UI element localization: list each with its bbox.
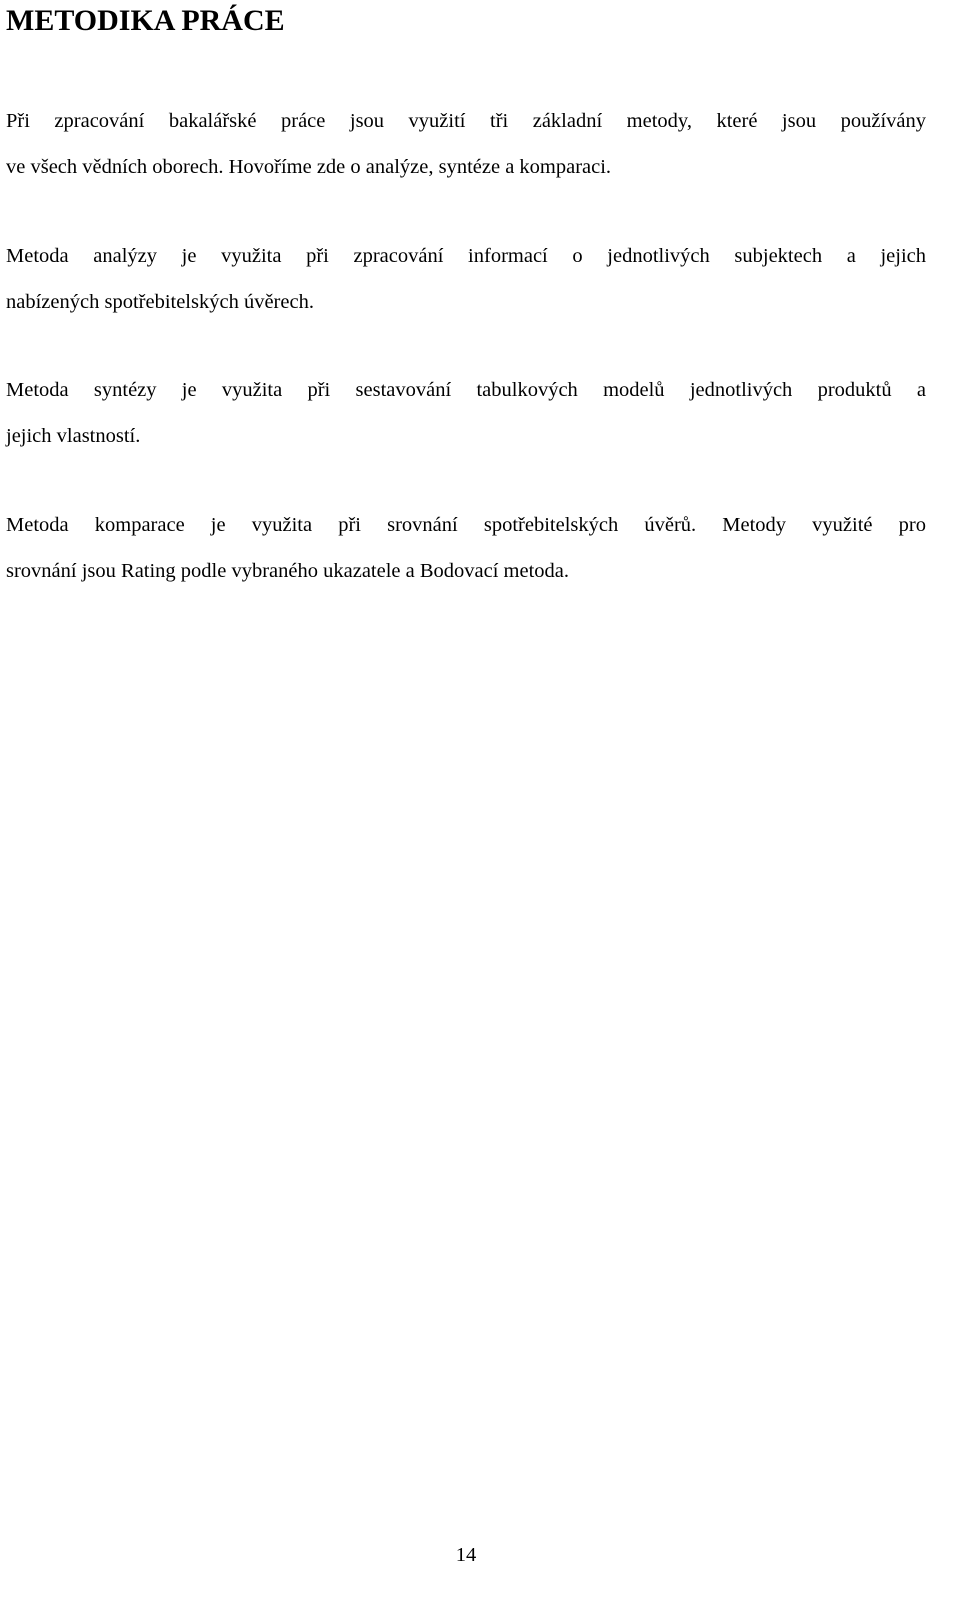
paragraph-analysis-method (6, 233, 926, 325)
paragraph-line: Metoda komparace je využita při srovnání spotřebitelských úvěrů. Metody využité pro (6, 514, 926, 536)
document-page (6, 0, 926, 1623)
paragraph-line: Metoda syntézy je využita při sestavování tabulkových modelů jednotlivých produktů a (6, 379, 926, 401)
paragraph-comparison-method (6, 502, 926, 594)
paragraph-line: Metoda analýzy je využita při zpracování informací o jednotlivých subjektech a jejich (6, 245, 926, 267)
paragraph-line: srovnání jsou Rating podle vybraného ukazatele a Bodovací metoda. (6, 560, 570, 582)
paragraph-line: jejich vlastností. (6, 425, 141, 447)
page-number: 14 (455, 1544, 477, 1566)
chapter-heading: METODIKA PRÁCE (6, 4, 285, 37)
paragraph-line: ve všech vědních oborech. Hovoříme zde o analýze, syntéze a komparaci. (6, 156, 612, 178)
paragraph-methods-intro (6, 98, 926, 190)
paragraph-line: Při zpracování bakalářské práce jsou využití tři základní metody, které jsou používány (6, 110, 926, 132)
paragraph-line: nabízených spotřebitelských úvěrech. (6, 291, 314, 313)
paragraph-synthesis-method (6, 367, 926, 459)
